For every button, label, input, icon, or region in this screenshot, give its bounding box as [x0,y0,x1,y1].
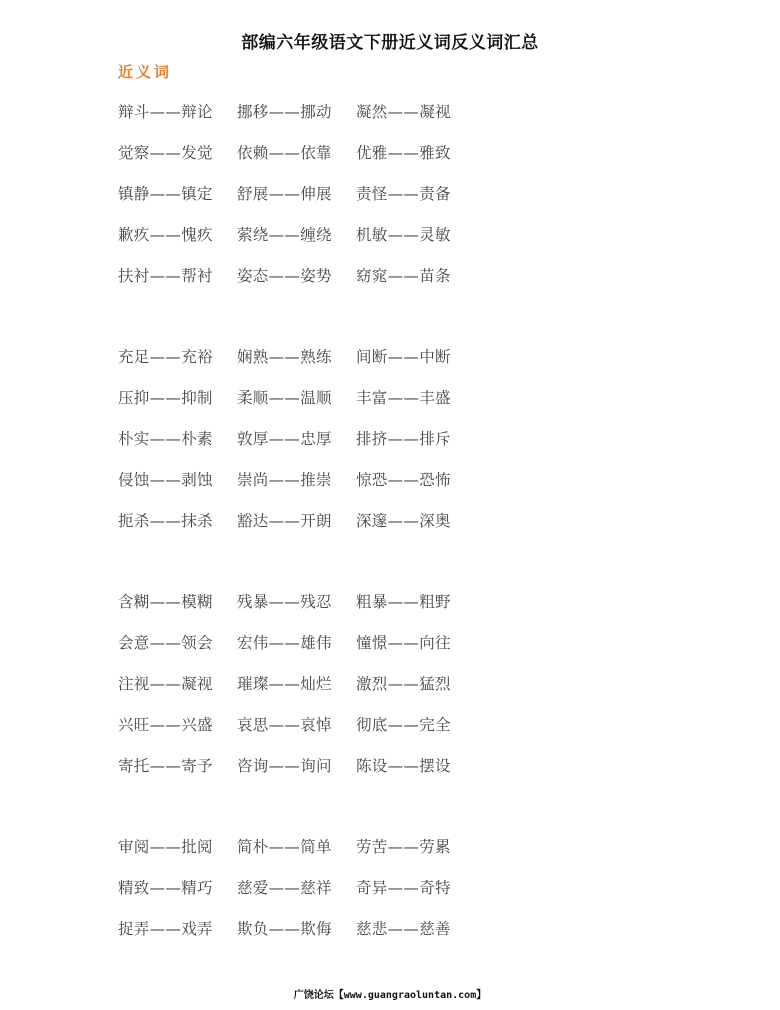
synonym-row [118,580,475,621]
synonym-pair: 慈爱——慈祥 [237,878,332,897]
synonym-pair: 萦绕——缠绕 [237,225,332,244]
synonym-pair: 含糊——模糊 [118,592,213,611]
synonym-pair: 侵蚀——剥蚀 [118,470,213,489]
synonym-group [118,90,475,295]
synonym-pair: 精致——精巧 [118,878,213,897]
synonym-pair: 激烈——猛烈 [356,674,451,693]
synonym-row [118,417,475,458]
synonym-pair: 劳苦——劳累 [356,837,451,856]
synonym-row [118,499,475,540]
synonym-pair: 残暴——残忍 [237,592,332,611]
synonym-row [118,131,475,172]
synonym-pair: 陈设——摆设 [356,756,451,775]
synonym-pair: 捉弄——戏弄 [118,919,213,938]
synonym-pair: 镇静——镇定 [118,184,213,203]
synonym-row [118,376,475,417]
synonym-pair: 寄托——寄予 [118,756,213,775]
synonym-pair: 辩斗——辩论 [118,102,213,121]
synonym-row [118,662,475,703]
synonym-pair: 歉疚——愧疚 [118,225,213,244]
synonym-pair: 惊恐——恐怖 [356,470,451,489]
synonym-row [118,621,475,662]
synonym-pair: 责怪——责备 [356,184,451,203]
synonym-pair: 排挤——排斥 [356,429,451,448]
synonym-pair: 舒展——伸展 [237,184,332,203]
synonym-pair: 窈窕——苗条 [356,266,451,285]
synonym-row [118,907,475,948]
synonym-row [118,335,475,376]
synonym-pair: 凝然——凝视 [356,102,451,121]
synonym-pair: 慈悲——慈善 [356,919,451,938]
synonym-pair: 豁达——开朗 [237,511,332,530]
synonym-pair: 朴实——朴素 [118,429,213,448]
synonym-row [118,703,475,744]
synonym-pair: 会意——领会 [118,633,213,652]
synonym-pair: 姿态——姿势 [237,266,332,285]
synonym-pair: 粗暴——粗野 [356,592,451,611]
synonym-pair: 崇尚——推崇 [237,470,332,489]
synonym-row [118,866,475,907]
synonym-pair: 觉察——发觉 [118,143,213,162]
synonym-pair: 咨询——询问 [237,756,332,775]
synonym-pair: 挪移——挪动 [237,102,332,121]
synonym-pair: 兴旺——兴盛 [118,715,213,734]
synonym-pair: 优雅——雅致 [356,143,451,162]
synonym-pair: 注视——凝视 [118,674,213,693]
synonym-pair: 哀思——哀悼 [237,715,332,734]
synonym-pair: 压抑——抑制 [118,388,213,407]
synonym-pair: 璀璨——灿烂 [237,674,332,693]
synonym-pair: 深邃——深奥 [356,511,451,530]
synonym-row [118,744,475,785]
synonym-pair: 充足——充裕 [118,347,213,366]
synonym-pair: 欺负——欺侮 [237,919,332,938]
synonym-row [118,825,475,866]
page-title: 部编六年级语文下册近义词反义词汇总 [241,33,539,53]
synonym-pair: 依赖——依靠 [237,143,332,162]
synonym-group [118,335,475,540]
synonym-group [118,825,475,948]
synonym-pair: 奇异——奇特 [356,878,451,897]
synonym-row [118,172,475,213]
page-footer: 广饶论坛【www.guangraoluntan.com】 [293,990,487,1001]
synonym-pair: 宏伟——雄伟 [237,633,332,652]
synonym-pair: 丰富——丰盛 [356,388,451,407]
synonym-pair: 憧憬——向往 [356,633,451,652]
synonym-pair: 扶衬——帮衬 [118,266,213,285]
synonym-row [118,90,475,131]
synonym-groups [118,90,475,988]
synonym-pair: 敦厚——忠厚 [237,429,332,448]
synonym-row [118,213,475,254]
synonym-row [118,254,475,295]
synonym-pair: 彻底——完全 [356,715,451,734]
synonym-row [118,458,475,499]
synonym-pair: 柔顺——温顺 [237,388,332,407]
synonym-pair: 娴熟——熟练 [237,347,332,366]
synonym-pair: 审阅——批阅 [118,837,213,856]
synonym-group [118,580,475,785]
synonym-pair: 间断——中断 [356,347,451,366]
synonym-pair: 扼杀——抹杀 [118,511,213,530]
synonym-pair: 简朴——简单 [237,837,332,856]
section-heading-synonyms: 近义词 [118,63,173,81]
synonym-pair: 机敏——灵敏 [356,225,451,244]
